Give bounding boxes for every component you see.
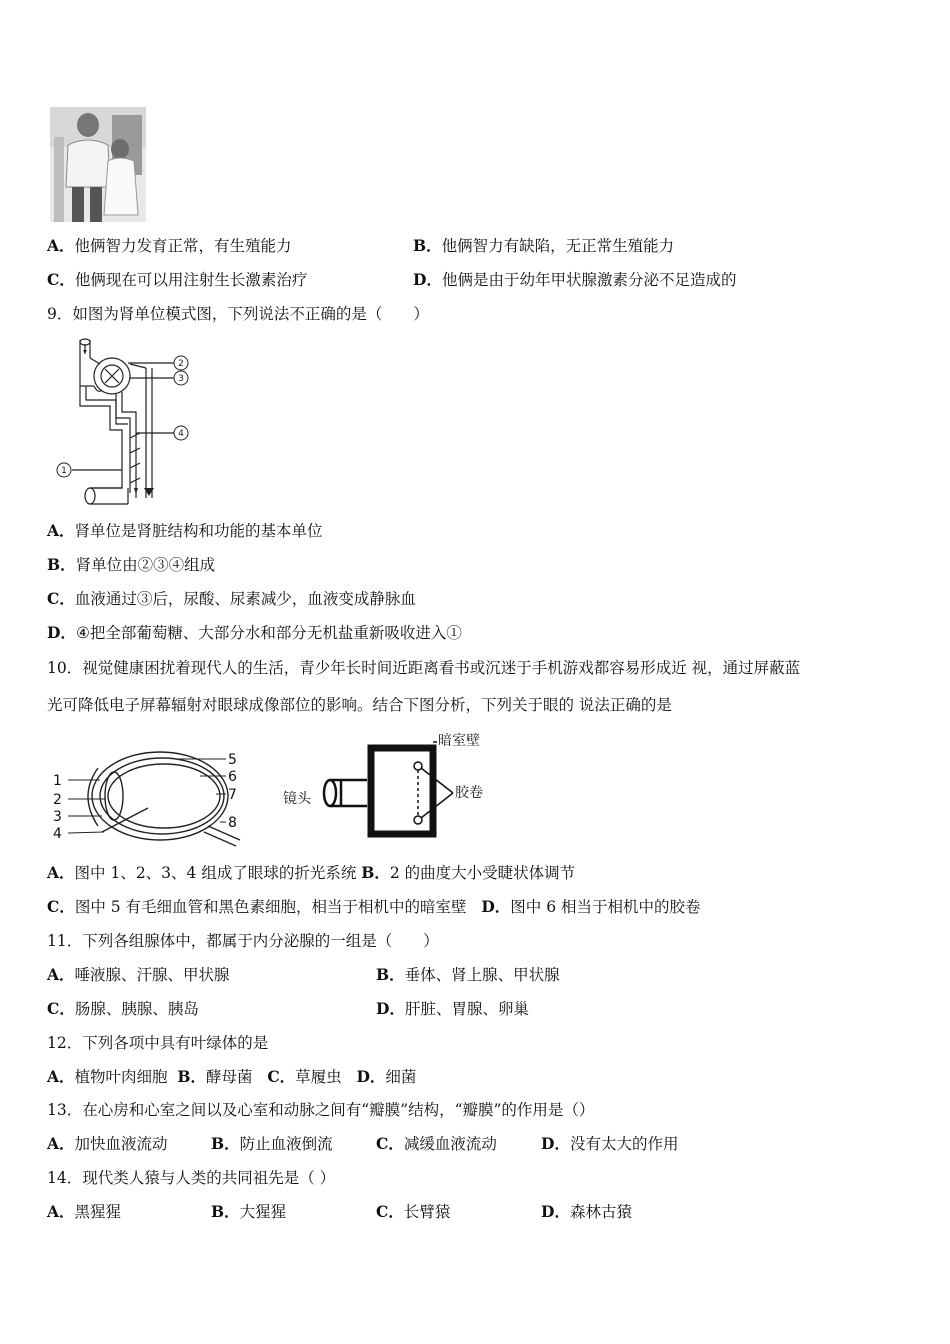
q9-option-d: D．④把全部葡萄糖、大部分水和部分无机盐重新吸收进入① [47,623,462,642]
q14-option-d: D．森林古猿 [541,1202,632,1221]
q10-stem-line-2: 光可降低电子屏幕辐射对眼球成像部位的影响。结合下图分析，下列关于眼的 说法正确的是 [47,696,672,714]
camera-diagram [275,730,495,845]
eye-label-3: 3 [53,809,62,825]
camera-label-wall: 暗室壁 [438,733,480,749]
q11-option-b: B．垂体、肾上腺、甲状腺 [376,965,560,984]
nephron-label-1: 1 [61,466,67,476]
q8-option-c: C．他俩现在可以用注射生长激素治疗 [47,270,308,289]
q14-option-c: C．长臂猿 [376,1202,451,1221]
q9-stem: 9．如图为肾单位模式图，下列说法不正确的是（ ） [47,305,429,323]
camera-label-film: 胶卷 [455,785,483,801]
q9-option-c: C．血液通过③后，尿酸、尿素减少，血液变成静脉血 [47,589,416,608]
q11-option-c: C．肠腺、胰腺、胰岛 [47,999,199,1018]
q10-options-cd: C．图中 5 有毛细血管和黑色素细胞，相当于相机中的暗室壁 D．图中 6 相当于相机中的胶卷 [47,897,701,916]
eye-label-5: 5 [228,752,237,768]
eye-label-8: 8 [228,815,237,831]
q14-stem: 14．现代类人猿与人类的共同祖先是（ ） [47,1169,336,1187]
q12-options: A．植物叶肉细胞 B．酵母菌 C．草履虫 D．细菌 [47,1067,417,1086]
camera-label-lens: 镜头 [283,791,311,807]
eye-label-6: 6 [228,769,237,785]
q13-option-d: D．没有太大的作用 [541,1134,679,1153]
q14-option-a: A．黑猩猩 [47,1202,122,1221]
eye-diagram [50,748,250,848]
q12-stem: 12．下列各项中具有叶绿体的是 [47,1034,269,1052]
q13-option-c: C．减缓血液流动 [376,1134,497,1153]
q14-option-b: B．大猩猩 [211,1202,287,1221]
nephron-diagram [50,338,200,508]
q9-option-a: A．肾单位是肾脏结构和功能的基本单位 [47,521,323,540]
q8-option-d: D．他俩是由于幼年甲状腺激素分泌不足造成的 [413,270,737,289]
q8-photo [50,107,146,222]
q10-options-ab: A．图中 1、2、3、4 组成了眼球的折光系统 B．2 的曲度大小受睫状体调节 [47,863,576,882]
eye-label-7: 7 [228,787,237,803]
q11-option-d: D．肝脏、胃腺、卵巢 [376,999,529,1018]
q11-option-a: A．唾液腺、汗腺、甲状腺 [47,965,230,984]
q8-option-b: B．他俩智力有缺陷，无正常生殖能力 [413,236,675,255]
q10-stem-line-1: 10．视觉健康困扰着现代人的生活，青少年长时间近距离看书或沉迷于手机游戏都容易形成近 视，通过屏蔽蓝 [47,659,801,677]
eye-label-1: 1 [53,773,62,789]
nephron-label-2: 2 [178,359,184,369]
q8-option-a: A．他俩智力发育正常，有生殖能力 [47,236,292,255]
nephron-label-3: 3 [178,374,184,384]
nephron-label-4: 4 [178,429,184,439]
q13-stem: 13．在心房和心室之间以及心室和动脉之间有“瓣膜”结构，“瓣膜”的作用是（） [47,1101,595,1119]
eye-label-2: 2 [53,792,62,808]
q9-option-b: B．肾单位由②③④组成 [47,555,216,574]
eye-label-4: 4 [53,826,62,842]
q13-option-b: B．防止血液倒流 [211,1134,333,1153]
q11-stem: 11．下列各组腺体中，都属于内分泌腺的一组是（ ） [47,932,439,950]
q13-option-a: A．加快血液流动 [47,1134,168,1153]
